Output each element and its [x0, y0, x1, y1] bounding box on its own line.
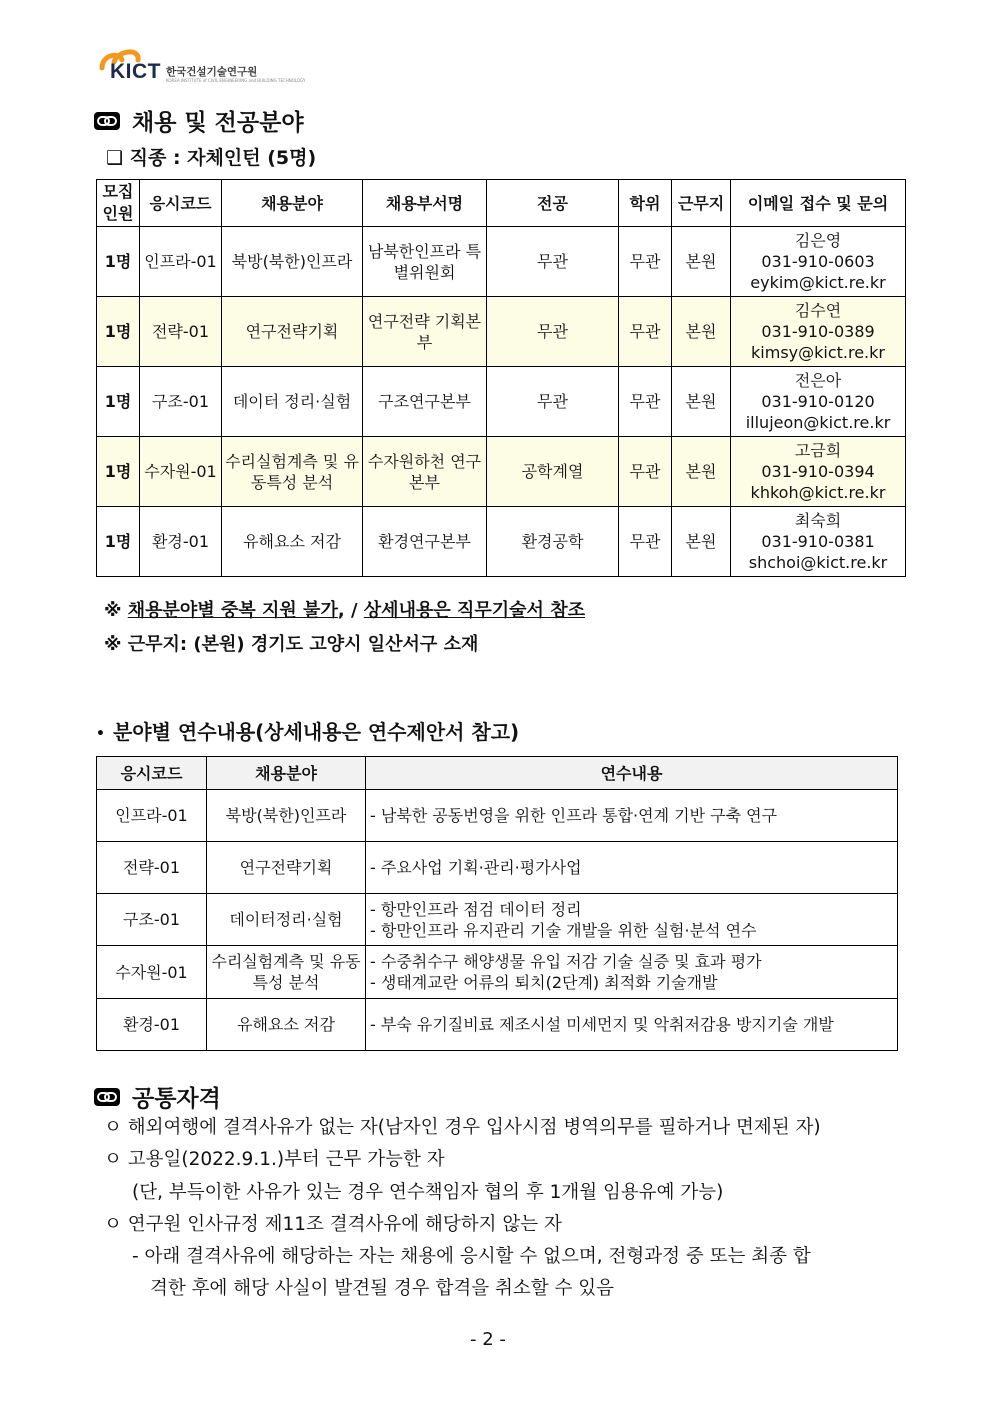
qualification-item: ㅇ 고용일(2022.9.1.)부터 근무 가능한 자: [104, 1149, 445, 1170]
cell-code: 전략-01: [140, 297, 222, 367]
contact-name: 최숙희: [794, 511, 842, 530]
cell-code: 전략-01: [97, 842, 207, 894]
contact-email[interactable]: kimsy@kict.re.kr: [751, 343, 885, 362]
logo-text: KICT: [110, 60, 161, 83]
note-workplace: ※ 근무지: (본원) 경기도 고양시 일산서구 소재: [104, 634, 479, 655]
header-major: 전공: [487, 180, 619, 227]
table-row: [97, 227, 906, 297]
cell-contact: [731, 367, 906, 437]
table-row: [97, 946, 898, 999]
cell-major: 무관: [487, 367, 619, 437]
table-row: [97, 437, 906, 507]
content-line: - 부숙 유기질비료 제조시설 미세먼지 및 악취저감용 방지기술 개발: [370, 1015, 834, 1034]
cell-contact: [731, 297, 906, 367]
table-row: [97, 894, 898, 946]
cell-count: 1명: [97, 367, 140, 437]
header-code: 응시코드: [97, 757, 207, 790]
cell-code: 구조-01: [140, 367, 222, 437]
cell-contact: [731, 227, 906, 297]
header-dept: 채용부서명: [363, 180, 487, 227]
contact-email[interactable]: khkoh@kict.re.kr: [750, 483, 886, 502]
contact-email[interactable]: shchoi@kict.re.kr: [748, 553, 888, 572]
contact-name: 김은영: [794, 231, 842, 250]
cell-count: 1명: [97, 297, 140, 367]
note-separator: , /: [337, 600, 364, 621]
cell-dept: 환경연구본부: [363, 507, 487, 577]
recruit-table: [96, 179, 906, 577]
cell-field: 수리실험계측 및 유동특성 분석: [222, 437, 363, 507]
cell-content: [366, 999, 898, 1051]
cell-code: 환경-01: [140, 507, 222, 577]
contact-email[interactable]: eykim@kict.re.kr: [750, 273, 886, 292]
header-place: 근무지: [672, 180, 731, 227]
cell-code: 수자원-01: [97, 946, 207, 999]
qualification-subitem-cont: 격한 후에 해당 사실이 발견될 경우 합격을 취소할 수 있음: [150, 1278, 614, 1299]
cell-code: 수자원-01: [140, 437, 222, 507]
contact-phone: 031-910-0120: [761, 392, 875, 411]
qualification-item-note: (단, 부득이한 사유가 있는 경우 연수책임자 협의 후 1개월 임용유예 가능): [132, 1182, 724, 1203]
cell-content: [366, 946, 898, 999]
cell-degree: 무관: [619, 367, 672, 437]
cell-count: 1명: [97, 507, 140, 577]
cell-place: 본원: [672, 367, 731, 437]
section-title-text: 채용 및 전공분야: [132, 110, 304, 136]
cell-content: [366, 790, 898, 842]
cell-dept: 구조연구본부: [363, 367, 487, 437]
contact-email[interactable]: illujeon@kict.re.kr: [745, 413, 891, 432]
cell-field: 연구전략기획: [222, 297, 363, 367]
cell-field: 데이터 정리·실험: [222, 367, 363, 437]
cell-content: [366, 894, 898, 946]
content-line: - 수중취수구 해양생물 유입 저감 기술 실증 및 효과 평가: [370, 952, 762, 971]
cell-place: 본원: [672, 297, 731, 367]
table-row: [97, 790, 898, 842]
cell-degree: 무관: [619, 507, 672, 577]
cell-field: 데이터정리·실험: [207, 894, 366, 946]
header-degree: 학위: [619, 180, 672, 227]
content-line: - 생태계교란 어류의 퇴치(2단계) 최적화 기술개발: [370, 973, 718, 992]
table-row: [97, 507, 906, 577]
link-icon: [94, 1088, 120, 1106]
cell-place: 본원: [672, 437, 731, 507]
cell-field: 수리실험계측 및 유동특성 분석: [207, 946, 366, 999]
contact-name: 전은아: [794, 371, 842, 390]
qualification-subitem: - 아래 결격사유에 해당하는 자는 채용에 응시할 수 없으며, 전형과정 중 또는 최종 합: [132, 1246, 811, 1267]
cell-contact: [731, 507, 906, 577]
content-line: - 항만인프라 점검 데이터 정리: [370, 899, 582, 919]
cell-count: 1명: [97, 437, 140, 507]
note-duplicate: [104, 596, 585, 622]
cell-dept: 연구전략 기획본부: [363, 297, 487, 367]
cell-dept: 남북한인프라 특별위원회: [363, 227, 487, 297]
cell-place: 본원: [672, 227, 731, 297]
training-table: [96, 756, 898, 1051]
cell-dept: 수자원하천 연구본부: [363, 437, 487, 507]
contact-phone: 031-910-0389: [761, 322, 875, 341]
contact-phone: 031-910-0381: [761, 532, 875, 551]
contact-phone: 031-910-0603: [761, 252, 875, 271]
cell-contact: [731, 437, 906, 507]
cell-code: 인프라-01: [140, 227, 222, 297]
contact-name: 고금희: [794, 441, 842, 460]
qualification-item: ㅇ 해외여행에 결격사유가 없는 자(남자인 경우 입사시점 병역의무를 필하거나 면제된 자): [104, 1117, 821, 1138]
section-title-training-text: 분야별 연수내용(상세내용은 연수제안서 참고): [112, 720, 520, 744]
cell-place: 본원: [672, 507, 731, 577]
cell-major: 무관: [487, 297, 619, 367]
cell-major: 무관: [487, 227, 619, 297]
cell-field: 연구전략기획: [207, 842, 366, 894]
cell-major: 환경공학: [487, 507, 619, 577]
cell-degree: 무관: [619, 227, 672, 297]
content-line: - 남북한 공동번영을 위한 인프라 통합·연계 기반 구축 연구: [370, 806, 778, 825]
content-line: - 주요사업 기획·관리·평가사업: [370, 858, 582, 877]
table-row: [97, 367, 906, 437]
qualification-item: ㅇ 연구원 인사규정 제11조 결격사유에 해당하지 않는 자: [104, 1214, 562, 1235]
cell-count: 1명: [97, 227, 140, 297]
header-contact: 이메일 접수 및 문의: [731, 180, 906, 227]
table-row: [97, 297, 906, 367]
cell-field: 북방(북한)인프라: [222, 227, 363, 297]
header-field: 채용분야: [207, 757, 366, 790]
section-title-recruit: [94, 104, 304, 137]
table-header-row: [97, 757, 898, 790]
note-prefix: ※: [104, 600, 128, 621]
cell-content: [366, 842, 898, 894]
cell-field: 유해요소 저감: [207, 999, 366, 1051]
header-content: 연수내용: [366, 757, 898, 790]
section-title-qualification: [94, 1080, 221, 1113]
cell-field: 유해요소 저감: [222, 507, 363, 577]
page-number: - 2 -: [470, 1329, 506, 1350]
header-code: 응시코드: [140, 180, 222, 227]
org-sub: KOREA INSTITUTE of CIVIL ENGINEERING and BUILDING TECHNOLOGY: [166, 78, 306, 83]
bullet-dot: •: [96, 725, 105, 742]
job-type: ❑ 직종 : 자체인턴 (5명): [106, 147, 317, 169]
link-icon: [94, 112, 120, 130]
section-title-text: 공통자격: [132, 1086, 221, 1112]
cell-degree: 무관: [619, 437, 672, 507]
table-header-row: [97, 180, 906, 227]
org-name: 한국건설기술연구원: [166, 66, 258, 78]
note-duplicate-text: 채용분야별 중복 지원 불가: [127, 600, 338, 621]
header-count: 모집인원: [97, 180, 140, 227]
contact-phone: 031-910-0394: [761, 462, 875, 481]
note-detail-text: 상세내용은 직무기술서 참조: [363, 600, 585, 621]
header-field: 채용분야: [222, 180, 363, 227]
kict-logo: [96, 46, 306, 86]
cell-code: 인프라-01: [97, 790, 207, 842]
content-line: - 항만인프라 유지관리 기술 개발을 위한 실험·분석 연수: [370, 920, 757, 940]
contact-name: 김수연: [794, 301, 842, 320]
table-row: [97, 842, 898, 894]
table-row: [97, 999, 898, 1051]
cell-code: 구조-01: [97, 894, 207, 946]
section-title-training: [96, 716, 519, 745]
cell-field: 북방(북한)인프라: [207, 790, 366, 842]
cell-major: 공학계열: [487, 437, 619, 507]
cell-code: 환경-01: [97, 999, 207, 1051]
cell-degree: 무관: [619, 297, 672, 367]
